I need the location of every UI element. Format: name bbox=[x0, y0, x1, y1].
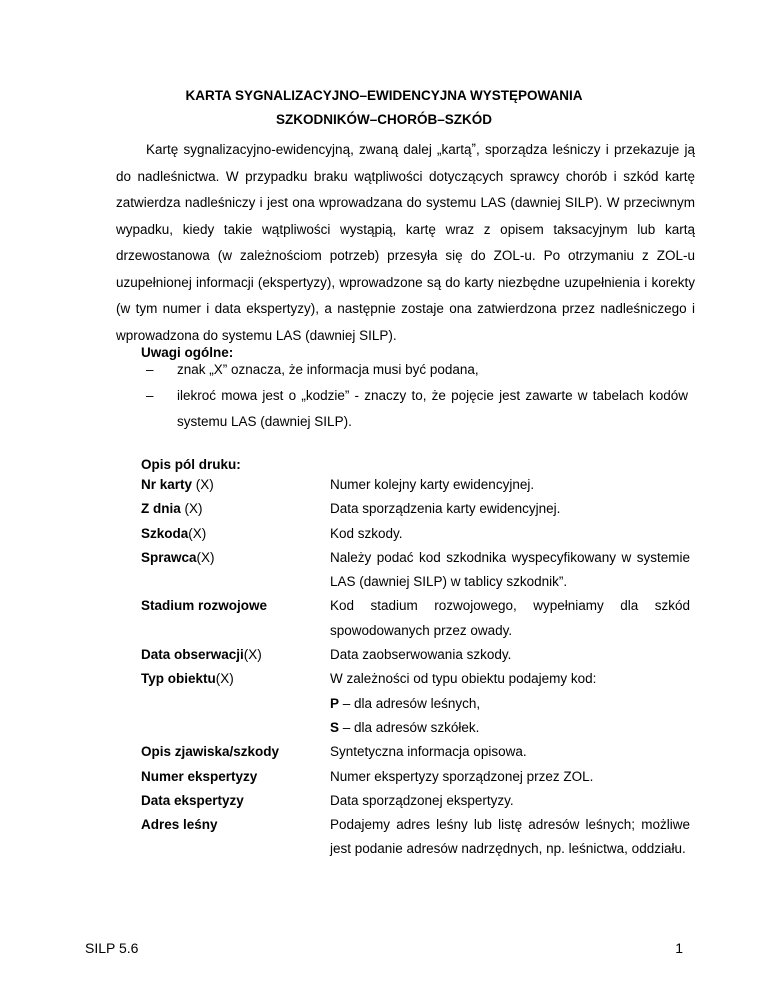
general-notes-heading: Uwagi ogólne: bbox=[141, 345, 234, 360]
document-title-line-2: SZKODNIKÓW–CHORÓB–SZKÓD bbox=[275, 112, 492, 127]
field-description: Syntetyczna informacja opisowa. bbox=[330, 744, 527, 760]
field-description: Kod stadium rozwojowego, wypełniamy dla szkód spowodowanych przez owady. bbox=[330, 598, 690, 638]
object-type-code: S bbox=[330, 719, 340, 735]
field-description: Kod szkody. bbox=[330, 525, 403, 541]
field-description: Data zaobserwowania szkody. bbox=[330, 647, 512, 663]
intro-paragraph bbox=[116, 137, 695, 349]
field-description: Numer kolejny karty ewidencyjnej. bbox=[330, 477, 535, 492]
field-label: Z dnia (X) bbox=[141, 501, 203, 517]
field-row-nr-karty bbox=[141, 473, 690, 497]
list-item: – znak „X” oznacza, że informacja musi być podana, bbox=[146, 357, 688, 383]
field-description: Numer ekspertyzy sporządzonej przez ZOL. bbox=[330, 768, 594, 784]
field-description: Podajemy adres leśny lub listę adresów leśnych; możliwe jest podanie adresów nadrzędnych, np. leśnictwa, oddziału. bbox=[330, 817, 690, 857]
field-row-numer-ekspertyzy bbox=[141, 765, 690, 789]
field-description: Należy podać kod szkodnika wyspecyfikowany w systemie LAS (dawniej SILP) w tablicy szkodnik”. bbox=[330, 549, 690, 590]
field-row-data-ekspertyzy bbox=[141, 789, 690, 813]
field-label: Stadium rozwojowe bbox=[141, 598, 268, 614]
field-label: Szkoda(X) bbox=[141, 525, 207, 541]
field-row-data-obserwacji bbox=[141, 643, 690, 667]
field-label: Data obserwacji(X) bbox=[141, 647, 262, 663]
field-label: Sprawca(X) bbox=[141, 549, 215, 565]
general-notes-list bbox=[146, 357, 688, 435]
field-row-opis-zjawiska bbox=[141, 740, 690, 764]
field-label: Opis zjawiska/szkody bbox=[141, 744, 280, 760]
field-row-szkoda bbox=[141, 522, 690, 546]
page-number: 1 bbox=[675, 940, 683, 956]
field-description: W zależności od typu obiektu podajemy kod: P – dla adresów leśnych, S – dla adresów szkółek. bbox=[330, 671, 597, 735]
field-row-stadium-rozwojowe bbox=[141, 594, 690, 643]
list-item: – ilekroć mowa jest o „kodzie” - znaczy to, że pojęcie jest zawarte w tabelach kodów systemu LAS (dawniej SILP). bbox=[146, 383, 688, 435]
field-row-adres-lesny bbox=[141, 813, 690, 862]
field-label: Nr karty (X) bbox=[141, 477, 214, 492]
field-row-sprawca bbox=[141, 546, 690, 595]
field-description: Data sporządzenia karty ewidencyjnej. bbox=[330, 501, 561, 517]
field-label: Numer ekspertyzy bbox=[141, 768, 258, 784]
field-description: Data sporządzonej ekspertyzy. bbox=[330, 792, 514, 808]
field-label: Adres leśny bbox=[141, 817, 218, 833]
footer-version: SILP 5.6 bbox=[85, 940, 139, 956]
object-type-code: P bbox=[330, 695, 340, 711]
field-row-typ-obiektu bbox=[141, 667, 690, 740]
fields-table bbox=[141, 473, 690, 862]
intro-text: Kartę sygnalizacyjno-ewidencyjną, zwaną dalej „kartąˮ, sporządza leśniczy i przekazuje ją do nadleśnictwa. W przypadku braku wątpliwości dotyczących sprawcy chorób i szkód kartę zatwierdza nadleśniczy i jest ona wprowadzana do systemu LAS (dawniej SILP). W przeciwnym wypadku, kiedy takie wątpliwości wystąpią, kartę wraz z opisem taksacyjnym lub kartą drzewostanowa (w zależnościom potrzeb) przesyła się do ZOL-u. Po otrzymaniu z ZOL-u uzupełnionej informacji (ekspertyzy), wprowadzone są do karty niezbędne uzupełnienia i korekty (w tym numer i data ekspertyzy), a następnie zostaje ona zatwierdzona przez nadleśniczego i wprowadzona do systemu LAS (dawniej SILP). bbox=[116, 142, 695, 343]
document-title-line-1: KARTA SYGNALIZACYJNO–EWIDENCYJNA WYSTĘPOWANIA bbox=[185, 88, 583, 103]
field-label: Typ obiektu(X) bbox=[141, 671, 234, 687]
field-label: Data ekspertyzy bbox=[141, 792, 244, 808]
fields-heading: Opis pól druku: bbox=[141, 457, 241, 472]
field-row-z-dnia bbox=[141, 497, 690, 521]
